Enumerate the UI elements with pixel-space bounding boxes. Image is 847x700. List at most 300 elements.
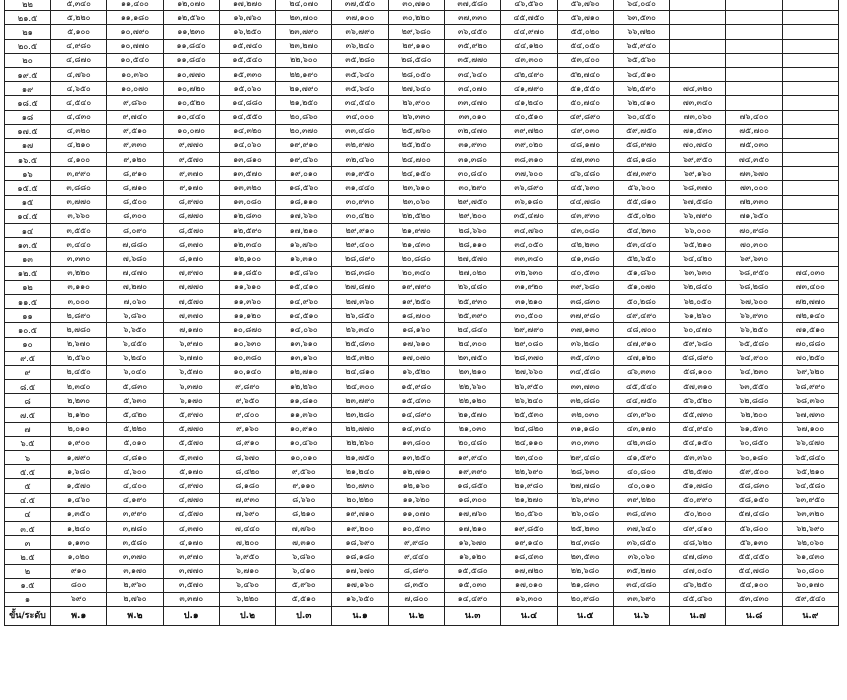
salary-cell: ๒๘,๑๑๐ <box>444 238 500 252</box>
salary-cell: ๕๕,๔๕๐ <box>726 550 782 564</box>
salary-cell: ๓๕,๒๗๐ <box>613 564 669 578</box>
salary-cell: ๒๘,๘๙๐ <box>332 252 388 266</box>
table-row <box>5 0 839 11</box>
salary-cell: ๒๓,๗๕๐ <box>444 351 500 365</box>
salary-cell: ๒๓,๐๖๐ <box>388 195 444 209</box>
salary-cell <box>670 53 726 67</box>
salary-cell: ๕๔,๙๔๐ <box>670 422 726 436</box>
salary-cell <box>782 67 838 81</box>
salary-cell: ๗๔,๐๓๐ <box>782 266 838 280</box>
salary-cell: ๙,๗๗๐ <box>163 138 219 152</box>
table-row <box>5 493 839 507</box>
salary-cell: ๒๑,๒๗๐ <box>501 493 557 507</box>
salary-cell: ๔๗,๘๓๐ <box>670 550 726 564</box>
table-row <box>5 124 839 138</box>
salary-cell: ๕๘,๙๗๐ <box>613 138 669 152</box>
salary-cell: ๓๗,๖๔๐ <box>613 521 669 535</box>
salary-cell: ๑๒,๕๖๐ <box>163 11 219 25</box>
salary-cell: ๕,๕๗๐ <box>163 436 219 450</box>
salary-cell: ๖๓,๙๕๐ <box>782 493 838 507</box>
salary-cell: ๒๐,๒๒๐ <box>332 493 388 507</box>
step-cell: ๒๑ <box>5 25 51 39</box>
salary-cell: ๑๒,๗๑๐ <box>276 365 332 379</box>
salary-cell: ๕๕,๗๓๐ <box>670 408 726 422</box>
salary-cell: ๓,๔๔๐ <box>51 238 107 252</box>
salary-cell: ๒,๘๙๐ <box>51 309 107 323</box>
level-header: น.๗ <box>670 607 726 626</box>
salary-cell: ๖,๑๗๐ <box>163 394 219 408</box>
salary-cell: ๑๘,๕๖๐ <box>276 181 332 195</box>
salary-cell: ๔๓,๓๐๐ <box>501 53 557 67</box>
salary-cell: ๕๑,๘๖๐ <box>613 266 669 280</box>
salary-cell: ๘,๗๗๐ <box>163 209 219 223</box>
salary-cell: ๒๑,๗๙๐ <box>276 82 332 96</box>
salary-cell: ๑๐,๐๗๐ <box>163 124 219 138</box>
table-row <box>5 380 839 394</box>
salary-cell: ๓๓,๓๔๐ <box>501 252 557 266</box>
salary-cell: ๓๕,๒๘๐ <box>332 53 388 67</box>
step-cell: ๑๓ <box>5 252 51 266</box>
salary-cell: ๖๐,๔๗๐ <box>670 323 726 337</box>
table-row <box>5 479 839 493</box>
salary-cell: ๑๘,๘๕๐ <box>444 479 500 493</box>
salary-cell: ๑๔,๐๖๐ <box>219 138 275 152</box>
salary-cell: ๔๗,๙๑๐ <box>613 337 669 351</box>
salary-cell: ๔,๔๓๐ <box>51 110 107 124</box>
salary-cell: ๒๙,๒๐๐ <box>444 209 500 223</box>
salary-cell: ๙,๗๔๐ <box>107 110 163 124</box>
salary-cell: ๓๑,๑๘๐ <box>557 422 613 436</box>
salary-cell: ๑๐,๗๒๐ <box>163 82 219 96</box>
salary-cell: ๕๐,๙๙๐ <box>670 493 726 507</box>
salary-cell: ๔,๙๗๐ <box>163 479 219 493</box>
salary-cell: ๑๔,๕๕๐ <box>219 110 275 124</box>
salary-cell: ๒๖,๒๔๐ <box>501 394 557 408</box>
salary-cell: ๕,๐๑๐ <box>107 436 163 450</box>
salary-cell: ๑๗,๗๒๐ <box>501 564 557 578</box>
table-row <box>5 323 839 337</box>
salary-cell: ๘,๑๘๐ <box>219 479 275 493</box>
salary-cell: ๒๑,๙๗๐ <box>388 224 444 238</box>
salary-cell: ๓,๑๗๐ <box>107 564 163 578</box>
salary-cell: ๒,๔๕๐ <box>51 365 107 379</box>
salary-cell: ๑๗,๐๑๐ <box>501 578 557 592</box>
table-row <box>5 153 839 167</box>
salary-cell: ๑๑,๘๕๐ <box>219 266 275 280</box>
salary-cell: ๘,๘๙๐ <box>388 564 444 578</box>
salary-cell: ๔๘,๗๐๐ <box>613 323 669 337</box>
salary-cell: ๒๓,๒๘๐ <box>332 408 388 422</box>
salary-cell: ๔,๓๒๐ <box>51 124 107 138</box>
step-cell: ๒๑.๕ <box>5 11 51 25</box>
salary-cell: ๑๓,๑๖๐ <box>276 351 332 365</box>
salary-cell: ๒๘,๖๓๐ <box>557 465 613 479</box>
salary-cell <box>726 82 782 96</box>
salary-cell: ๑๒,๑๖๐ <box>388 479 444 493</box>
salary-cell: ๖๓,๖๓๐ <box>670 266 726 280</box>
salary-cell: ๘,๙๑๐ <box>107 167 163 181</box>
salary-cell: ๕๓,๔๔๐ <box>613 238 669 252</box>
salary-cell: ๔๒,๒๓๐ <box>557 238 613 252</box>
salary-cell: ๒๘,๖๖๐ <box>444 224 500 238</box>
salary-cell: ๓๑,๔๔๐ <box>332 181 388 195</box>
salary-cell: ๑๗,๑๖๐ <box>332 578 388 592</box>
salary-cell: ๕๖,๑๓๐ <box>726 536 782 550</box>
salary-cell: ๓,๕๕๐ <box>51 224 107 238</box>
salary-cell: ๗๔,๓๒๐ <box>670 82 726 96</box>
salary-cell: ๘,๙๑๐ <box>219 436 275 450</box>
salary-cell: ๖๔,๙๐๐ <box>726 351 782 365</box>
salary-cell: ๒,๕๖๐ <box>51 351 107 365</box>
salary-cell: ๑๐,๑๔๐ <box>219 365 275 379</box>
salary-cell: ๑๑,๔๐๐ <box>107 0 163 11</box>
table-row <box>5 11 839 25</box>
salary-cell: ๑๓,๘๐๐ <box>388 436 444 450</box>
salary-cell: ๑๒,๘๓๐ <box>219 209 275 223</box>
salary-cell: ๓๗,๓๓๐ <box>444 11 500 25</box>
salary-cell: ๑๗,๖๑๐ <box>388 337 444 351</box>
salary-cell: ๑๐,๓๘๐ <box>219 351 275 365</box>
salary-cell: ๑๐,๖๓๐ <box>219 337 275 351</box>
salary-cell: ๖๓,๓๒๐ <box>782 507 838 521</box>
salary-cell <box>726 53 782 67</box>
salary-cell: ๔๒,๔๙๐ <box>501 67 557 81</box>
salary-cell: ๖,๙๕๐ <box>219 550 275 564</box>
salary-cell: ๒๑,๒๕๐ <box>276 96 332 110</box>
step-cell: ๑๖ <box>5 167 51 181</box>
salary-cell: ๖๔,๒๓๐ <box>726 365 782 379</box>
table-row <box>5 110 839 124</box>
salary-cell: ๑๐,๕๔๐ <box>107 53 163 67</box>
salary-cell: ๖,๔๑๐ <box>276 564 332 578</box>
salary-cell: ๘,๕๗๐ <box>163 224 219 238</box>
salary-cell: ๕,๗๗๐ <box>163 422 219 436</box>
salary-cell: ๕,๒๒๐ <box>107 422 163 436</box>
salary-cell: ๗๕,๗๐๐ <box>726 124 782 138</box>
salary-cell: ๗๒,๓๓๐ <box>726 195 782 209</box>
salary-cell: ๕๓,๔๓๐ <box>726 592 782 606</box>
salary-cell: ๒๕,๕๓๐ <box>501 408 557 422</box>
salary-cell: ๒๖,๔๘๐ <box>444 280 500 294</box>
salary-cell: ๑๐,๗๗๐ <box>107 39 163 53</box>
salary-cell: ๑๗,๒๑๐ <box>444 521 500 535</box>
salary-cell: ๑๑,๘๑๐ <box>276 394 332 408</box>
salary-cell: ๖๕,๕๘๐ <box>726 337 782 351</box>
salary-cell: ๗๓,๖๗๐ <box>726 167 782 181</box>
salary-cell: ๑,๙๐๐ <box>51 436 107 450</box>
salary-cell: ๙,๕๖๐ <box>276 465 332 479</box>
salary-cell: ๑๒,๓๔๐ <box>219 238 275 252</box>
salary-cell: ๓๒,๐๓๐ <box>557 408 613 422</box>
salary-cell: ๙๑๐ <box>51 564 107 578</box>
salary-cell: ๒๔,๘๒๐ <box>501 422 557 436</box>
salary-cell <box>782 39 838 53</box>
salary-cell: ๒๖,๓๔๐ <box>332 323 388 337</box>
table-row <box>5 408 839 422</box>
salary-cell: ๕๙,๖๘๐ <box>670 337 726 351</box>
salary-cell: ๕๗,๓๙๐ <box>613 167 669 181</box>
salary-cell: ๑,๕๗๐ <box>51 479 107 493</box>
step-cell: ๑๐ <box>5 337 51 351</box>
salary-cell: ๔,๙๘๐ <box>51 39 107 53</box>
salary-cell: ๓๔,๕๔๐ <box>332 96 388 110</box>
salary-cell: ๑๘,๑๑๐ <box>276 195 332 209</box>
salary-cell: ๖๒,๔๑๐ <box>613 96 669 110</box>
salary-cell: ๗,๒๗๐ <box>107 280 163 294</box>
step-cell: ๑๕.๕ <box>5 181 51 195</box>
table-row <box>5 507 839 521</box>
table-row <box>5 578 839 592</box>
salary-cell: ๘,๕๐๐ <box>107 195 163 209</box>
salary-cell: ๑๓,๘๑๐ <box>219 153 275 167</box>
salary-cell: ๑๖,๗๖๐ <box>276 238 332 252</box>
salary-cell: ๒,๑๒๐ <box>51 408 107 422</box>
salary-cell <box>726 39 782 53</box>
salary-cell: ๓๒,๖๓๐ <box>501 266 557 280</box>
table-row <box>5 266 839 280</box>
salary-cell: ๔๒,๓๘๐ <box>613 436 669 450</box>
salary-cell: ๔๑,๓๘๐ <box>557 252 613 266</box>
salary-cell: ๘,๗๑๐ <box>107 181 163 195</box>
salary-cell: ๒๐,๘๘๐ <box>388 252 444 266</box>
salary-cell: ๑๖,๖๕๐ <box>332 592 388 606</box>
salary-cell: ๓๑,๒๑๐ <box>501 294 557 308</box>
salary-cell: ๔๑,๗๙๐ <box>501 82 557 96</box>
salary-cell: ๒๖,๙๓๐ <box>557 493 613 507</box>
salary-cell: ๖๔,๐๔๐ <box>613 0 669 11</box>
salary-cell: ๔๑,๕๙๐ <box>613 451 669 465</box>
salary-cell: ๘,๐๙๐ <box>107 224 163 238</box>
salary-cell: ๑๒,๑๐๐ <box>219 252 275 266</box>
salary-cell: ๓,๕๘๐ <box>107 536 163 550</box>
salary-cell: ๒๐,๙๘๐ <box>557 592 613 606</box>
salary-cell: ๙,๓๗๐ <box>163 167 219 181</box>
salary-cell: ๖๐,๑๗๐ <box>782 578 838 592</box>
salary-cell: ๑๔,๐๖๐ <box>276 323 332 337</box>
salary-cell: ๑๘,๔๓๐ <box>501 550 557 564</box>
salary-cell: ๑,๖๘๐ <box>51 465 107 479</box>
salary-cell: ๑๑,๑๘๐ <box>107 11 163 25</box>
salary-cell: ๕,๖๓๐ <box>107 394 163 408</box>
salary-cell: ๑๖,๒๕๐ <box>219 25 275 39</box>
salary-cell: ๔๐,๕๑๐ <box>501 110 557 124</box>
salary-cell: ๒๖,๐๘๐ <box>557 507 613 521</box>
salary-cell: ๑๗,๐๗๐ <box>388 351 444 365</box>
salary-cell: ๑๙,๗๑๐ <box>332 507 388 521</box>
salary-cell: ๔๖,๒๕๐ <box>670 578 726 592</box>
salary-cell: ๗๐,๓๐๐ <box>726 238 782 252</box>
level-header: พ.๒ <box>107 607 163 626</box>
salary-cell: ๕๖,๖๐๐ <box>613 181 669 195</box>
salary-cell: ๖,๐๔๐ <box>107 365 163 379</box>
salary-cell: ๒,๙๖๐ <box>107 578 163 592</box>
salary-cell: ๖๖,๒๕๐ <box>726 323 782 337</box>
salary-cell: ๒๔,๗๐๐ <box>388 153 444 167</box>
salary-cell: ๗,๔๔๐ <box>219 521 275 535</box>
salary-cell: ๒๓,๗๙๐ <box>276 25 332 39</box>
step-cell: ๕ <box>5 479 51 493</box>
salary-cell: ๕,๙๖๐ <box>276 578 332 592</box>
salary-cell <box>670 0 726 11</box>
salary-cell: ๖๖,๗๒๐ <box>613 25 669 39</box>
step-cell: ๑๔ <box>5 224 51 238</box>
table-row <box>5 365 839 379</box>
salary-cell <box>782 25 838 39</box>
salary-cell: ๗,๗๖๐ <box>276 521 332 535</box>
salary-cell: ๓๗,๖๐๐ <box>501 167 557 181</box>
salary-cell: ๒๕,๓๒๐ <box>332 351 388 365</box>
step-cell: ๑๒.๕ <box>5 266 51 280</box>
level-header: ป.๓ <box>276 607 332 626</box>
salary-cell: ๖๙,๑๖๐ <box>670 167 726 181</box>
salary-cell: ๓๗,๑๓๐ <box>557 323 613 337</box>
salary-cell: ๒๒,๖๘๐ <box>557 564 613 578</box>
salary-cell: ๒๔,๘๑๐ <box>332 365 388 379</box>
salary-cell: ๓๖,๒๘๐ <box>557 337 613 351</box>
step-cell: ๙.๕ <box>5 351 51 365</box>
salary-cell: ๔,๖๕๐ <box>51 82 107 96</box>
salary-cell: ๖,๓๗๐ <box>163 380 219 394</box>
step-cell: ๑๘ <box>5 110 51 124</box>
salary-cell: ๑๗,๖๗๐ <box>332 564 388 578</box>
level-header: น.๓ <box>444 607 500 626</box>
salary-cell: ๖๙,๖๒๐ <box>782 365 838 379</box>
salary-cell: ๖๐,๘๐๐ <box>782 564 838 578</box>
salary-cell: ๒๔,๓๐๐ <box>332 380 388 394</box>
salary-cell: ๕๒,๖๕๐ <box>613 252 669 266</box>
salary-cell: ๖๗,๗๓๐ <box>782 408 838 422</box>
table-row <box>5 195 839 209</box>
salary-cell: ๒๓,๗๙๐ <box>332 394 388 408</box>
salary-cell: ๑๕,๔๑๐ <box>276 280 332 294</box>
salary-cell: ๒,๗๖๐ <box>107 592 163 606</box>
salary-cell: ๕๑,๗๘๐ <box>670 479 726 493</box>
salary-cell <box>782 96 838 110</box>
salary-cell: ๓๖,๗๙๐ <box>332 25 388 39</box>
table-row <box>5 351 839 365</box>
salary-cell: ๑๖,๑๒๐ <box>444 550 500 564</box>
salary-cell: ๑๑,๓๖๐ <box>219 294 275 308</box>
salary-cell: ๖๒,๘๘๐ <box>726 394 782 408</box>
salary-cell: ๒๓,๒๑๐ <box>444 365 500 379</box>
salary-cell: ๒๒,๑๒๐ <box>444 394 500 408</box>
table-row <box>5 550 839 564</box>
salary-cell: ๖,๘๖๐ <box>107 309 163 323</box>
salary-cell: ๒๐,๓๗๐ <box>276 124 332 138</box>
salary-cell: ๘,๙๗๐ <box>163 195 219 209</box>
table-row <box>5 436 839 450</box>
salary-cell: ๒๑,๐๓๐ <box>444 422 500 436</box>
salary-cell: ๕๘,๑๘๐ <box>613 153 669 167</box>
salary-cell: ๖๕,๕๖๐ <box>613 53 669 67</box>
salary-cell: ๑,๗๙๐ <box>51 451 107 465</box>
salary-cell: ๒,๐๑๐ <box>51 422 107 436</box>
salary-cell: ๑๔,๘๘๐ <box>219 96 275 110</box>
salary-cell: ๖,๙๗๐ <box>163 337 219 351</box>
salary-cell: ๓,๑๑๐ <box>51 280 107 294</box>
step-cell: ๘.๕ <box>5 380 51 394</box>
salary-cell: ๓๕,๗๗๐ <box>444 53 500 67</box>
salary-cell: ๒๗,๖๖๐ <box>501 365 557 379</box>
salary-cell: ๑๙,๙๑๐ <box>276 138 332 152</box>
salary-cell: ๕๕,๘๑๐ <box>613 195 669 209</box>
salary-cell: ๗๐,๘๘๐ <box>782 337 838 351</box>
level-header: น.๔ <box>501 607 557 626</box>
table-row <box>5 39 839 53</box>
salary-cell: ๔๕,๗๕๐ <box>501 11 557 25</box>
salary-cell: ๑๔,๔๙๐ <box>444 592 500 606</box>
salary-cell: ๓๐,๙๓๐ <box>332 195 388 209</box>
step-cell: ๖.๕ <box>5 436 51 450</box>
salary-cell: ๓๖,๘๙๐ <box>501 181 557 195</box>
salary-cell: ๑๔,๓๒๐ <box>219 124 275 138</box>
salary-cell: ๒๗,๘๗๐ <box>332 280 388 294</box>
salary-cell: ๖๘,๙๙๐ <box>782 380 838 394</box>
salary-cell: ๖๔,๕๑๐ <box>613 67 669 81</box>
salary-cell: ๕๒,๕๗๐ <box>670 465 726 479</box>
step-level-header: ขั้น/ระดับ <box>5 607 51 626</box>
salary-cell: ๒๐,๓๔๐ <box>388 266 444 280</box>
table-row <box>5 138 839 152</box>
salary-cell: ๖๒,๘๔๐ <box>670 280 726 294</box>
salary-cell: ๓๔,๐๕๐ <box>501 238 557 252</box>
salary-cell: ๒๓,๗๐๐ <box>276 11 332 25</box>
salary-cell: ๒๑,๒๔๐ <box>332 465 388 479</box>
salary-cell: ๑๔,๘๙๐ <box>388 408 444 422</box>
salary-cell: ๑๘,๖๙๐ <box>332 536 388 550</box>
salary-cell: ๒๒,๖๙๐ <box>501 465 557 479</box>
salary-cell: ๕๓,๓๖๐ <box>670 451 726 465</box>
salary-cell: ๗๖,๔๐๐ <box>726 110 782 124</box>
salary-cell: ๙,๕๗๐ <box>163 153 219 167</box>
salary-cell: ๖๘,๒๘๐ <box>726 280 782 294</box>
salary-cell: ๗,๔๗๐ <box>107 266 163 280</box>
salary-cell: ๒๔,๘๔๐ <box>444 323 500 337</box>
salary-cell: ๓๖,๒๔๐ <box>332 39 388 53</box>
level-header: พ.๑ <box>51 607 107 626</box>
salary-cell: ๗,๙๓๐ <box>219 493 275 507</box>
table-row <box>5 82 839 96</box>
salary-cell: ๒๖,๙๐๐ <box>388 96 444 110</box>
salary-cell: ๘,๒๑๐ <box>276 507 332 521</box>
table-row <box>5 238 839 252</box>
salary-cell: ๕๗,๓๑๐ <box>670 380 726 394</box>
salary-cell: ๑,๐๒๐ <box>51 550 107 564</box>
salary-cell <box>782 195 838 209</box>
salary-cell: ๑๐,๗๗๐ <box>163 67 219 81</box>
salary-cell: ๔๘,๑๗๐ <box>557 138 613 152</box>
salary-cell: ๑๓,๓๒๐ <box>219 181 275 195</box>
salary-cell: ๕,๒๒๐ <box>51 11 107 25</box>
salary-cell: ๑๙,๘๕๐ <box>501 521 557 535</box>
salary-cell: ๙,๔๐๐ <box>219 408 275 422</box>
salary-cell: ๓,๓๓๐ <box>51 252 107 266</box>
salary-cell: ๓๒,๔๗๐ <box>444 124 500 138</box>
table-row <box>5 224 839 238</box>
salary-cell: ๓๘,๓๑๐ <box>501 153 557 167</box>
salary-cell: ๒๔,๑๕๐ <box>388 167 444 181</box>
salary-cell: ๑๘,๑๘๐ <box>332 550 388 564</box>
salary-cell <box>782 209 838 223</box>
table-row <box>5 209 839 223</box>
salary-cell: ๑๕,๘๖๐ <box>276 266 332 280</box>
step-cell: ๑ <box>5 592 51 606</box>
salary-cell <box>782 110 838 124</box>
salary-cell: ๒๖,๓๓๐ <box>388 110 444 124</box>
salary-cell: ๓๖,๘๕๐ <box>613 536 669 550</box>
salary-cell: ๔,๑๙๐ <box>107 493 163 507</box>
salary-cell: ๑๙,๒๕๐ <box>388 294 444 308</box>
